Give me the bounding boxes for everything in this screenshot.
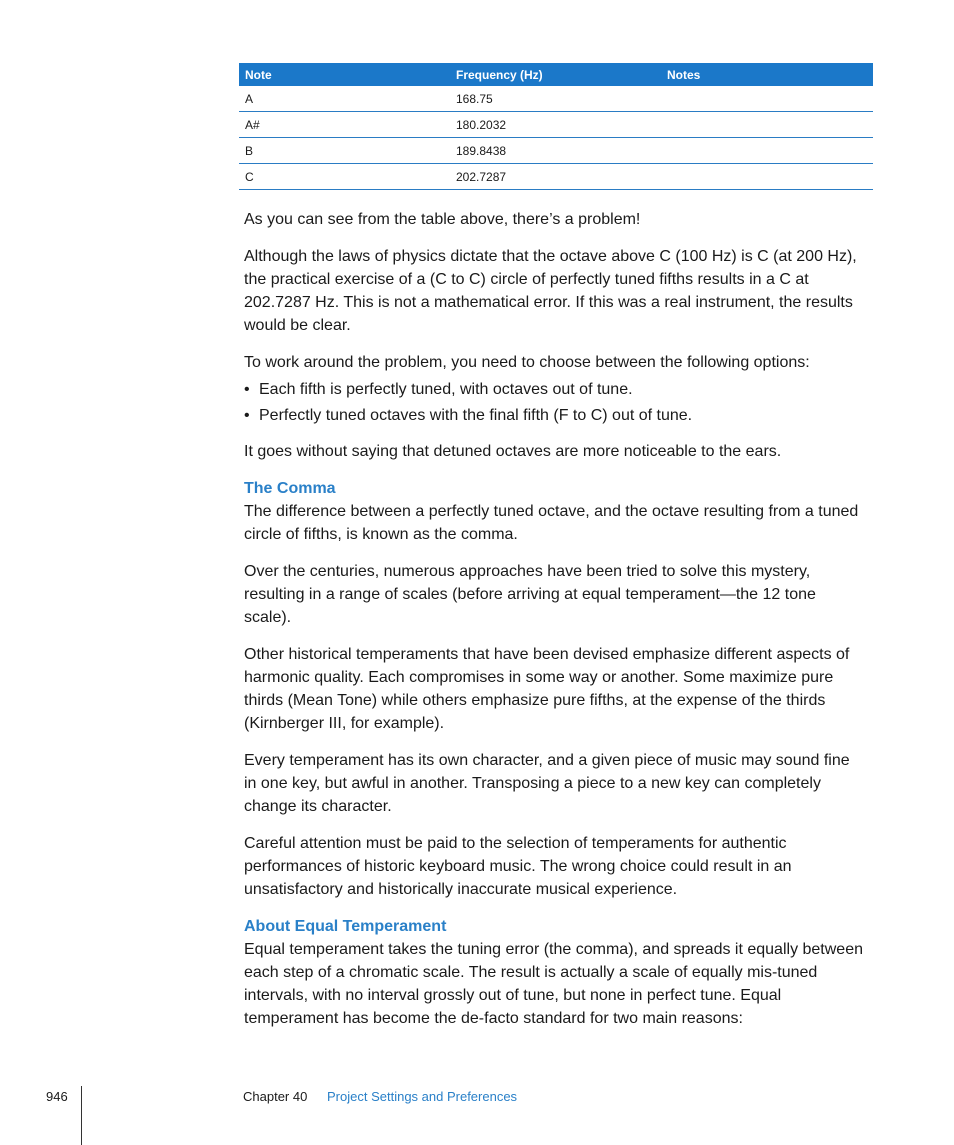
cell-frequency: 168.75 bbox=[450, 86, 661, 112]
bullet-marker: • bbox=[244, 407, 250, 424]
paragraph: As you can see from the table above, there’s a problem! bbox=[244, 211, 641, 228]
cell-notes bbox=[661, 112, 873, 138]
cell-note: C bbox=[239, 164, 450, 190]
bullet-marker: • bbox=[244, 381, 250, 398]
paragraph: To work around the problem, you need to choose between the following options: bbox=[244, 354, 810, 371]
paragraph: The difference between a perfectly tuned octave, and the octave resulting from a tuned circle of fifths, is known as the comma. bbox=[244, 503, 859, 543]
list-item-text: Each fifth is perfectly tuned, with octaves out of tune. bbox=[259, 381, 633, 398]
cell-frequency: 202.7287 bbox=[450, 164, 661, 190]
cell-notes bbox=[661, 138, 873, 164]
cell-notes bbox=[661, 86, 873, 112]
paragraph: It goes without saying that detuned octaves are more noticeable to the ears. bbox=[244, 443, 782, 460]
section-heading-equal-temperament: About Equal Temperament bbox=[244, 918, 447, 935]
footer-divider bbox=[81, 1086, 82, 1145]
paragraph: Careful attention must be paid to the selection of temperaments for authentic performances of historic keyboard music. The wrong choice could result in an unsatisfactory and historically inaccurate musical experience. bbox=[244, 835, 792, 898]
page-number: 946 bbox=[46, 1089, 68, 1104]
column-header-frequency: Frequency (Hz) bbox=[450, 63, 661, 86]
column-header-notes: Notes bbox=[661, 63, 873, 86]
table-header-row bbox=[239, 63, 873, 86]
column-header-note: Note bbox=[239, 63, 450, 86]
list-item bbox=[244, 378, 864, 401]
paragraph: Equal temperament takes the tuning error (the comma), and spreads it equally between each step of a chromatic scale. The result is actually a scale of equally mis-tuned intervals, with no interval grossly out of tune, but none in perfect tune. Equal temperament has become the de-facto standard for two main reasons: bbox=[244, 941, 863, 1027]
cell-notes bbox=[661, 164, 873, 190]
section-heading-comma: The Comma bbox=[244, 480, 336, 497]
cell-frequency: 189.8438 bbox=[450, 138, 661, 164]
table-row bbox=[239, 112, 873, 138]
cell-frequency: 180.2032 bbox=[450, 112, 661, 138]
cell-note: A bbox=[239, 86, 450, 112]
table-row bbox=[239, 138, 873, 164]
paragraph: Over the centuries, numerous approaches have been tried to solve this mystery, resulting in a range of scales (before arriving at equal temperament—the 12 tone scale). bbox=[244, 563, 816, 626]
body-text bbox=[244, 208, 864, 1044]
paragraph: Other historical temperaments that have been devised emphasize different aspects of harmonic quality. Each compromises in some way or another. Some maximize pure thirds (Mean Tone) while others emphasize pure fifths, at the expense of the thirds (Kirnberger III, for example). bbox=[244, 646, 850, 732]
table-row bbox=[239, 164, 873, 190]
list-item-text: Perfectly tuned octaves with the final fifth (F to C) out of tune. bbox=[259, 407, 693, 424]
cell-note: B bbox=[239, 138, 450, 164]
list-item bbox=[244, 404, 864, 427]
paragraph: Although the laws of physics dictate that the octave above C (100 Hz) is C (at 200 Hz), the practical exercise of a (C to C) circle of perfectly tuned fifths results in a C at 202.7287 Hz. This is not a mathematical error. If this was a real instrument, the results would be clear. bbox=[244, 248, 857, 334]
chapter-label: Chapter 40 bbox=[243, 1089, 308, 1104]
paragraph: Every temperament has its own character, and a given piece of music may sound fine in one key, but awful in another. Transposing a piece to a new key can completely change its character. bbox=[244, 752, 850, 815]
options-list bbox=[244, 378, 864, 427]
table-row bbox=[239, 86, 873, 112]
frequency-table bbox=[239, 63, 873, 190]
cell-note: A# bbox=[239, 112, 450, 138]
chapter-title: Project Settings and Preferences bbox=[327, 1089, 518, 1104]
